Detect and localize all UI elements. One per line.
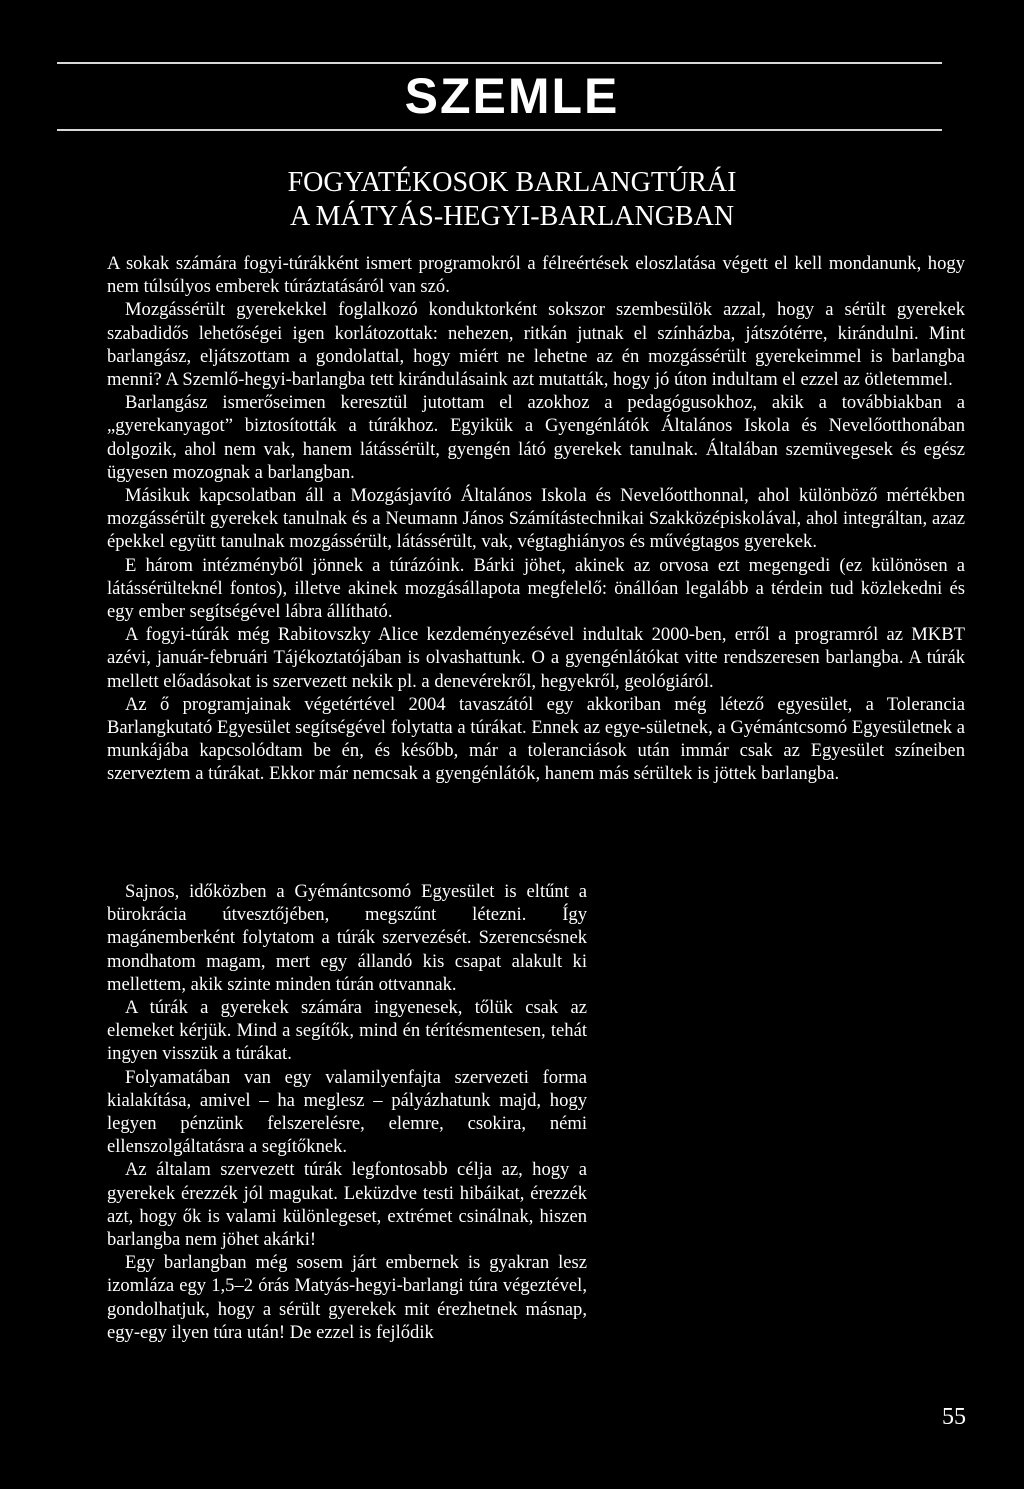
paragraph: Folyamatában van egy valamilyenfajta szervezeti forma kialakítása, amivel – ha meglesz – pályázhatunk majd, hogy legyen pénzünk felszerelésre, elemre, csokira, némi ellenszolgáltatásra a segítőknek. [107, 1066, 587, 1158]
article-title [0, 166, 1024, 234]
article-body-narrow-column [107, 880, 587, 1344]
article-body [107, 252, 965, 786]
paragraph: E három intézményből jönnek a túrázóink. Bárki jöhet, akinek az orvosa ezt megengedi (ez különösen a látássérülteknél fontos), illetve akinek mozgásállapota megfelelő: önállóan legalább a térdein tud közlekedni és egy ember segítségével lábra állítható. [107, 554, 965, 623]
paragraph: Az ő programjainak végetértével 2004 tavaszától egy akkoriban még létező egyesület, a Tolerancia Barlangkutató Egyesület segítségével folytatta a túrákat. Ennek az egye-sületnek, a Gyémántcsomó Egyesületnek a munkájába kapcsolódtam be én, és később, már a toleranciások után immár csak az Egyesület színeiben szerveztem a túrákat. Ekkor már nemcsak a gyengénlátók, hanem más sérültek is jöttek barlangba. [107, 693, 965, 785]
top-rule [57, 62, 942, 64]
paragraph: A túrák a gyerekek számára ingyenesek, tőlük csak az elemeket kérjük. Mind a segítők, mind én térítésmentesen, tehát ingyen visszük a túrákat. [107, 997, 587, 1065]
paragraph: Másikuk kapcsolatban áll a Mozgásjavító Általános Iskola és Nevelőotthonnal, ahol különböző mértékben mozgássérült gyerekek tanulnak és a Neumann János Számítástechnikai Szakközépiskolával, ahol integráltan, azaz épekkel együtt tanulnak mozgássérült, látássérült, vak, végtaghiányos és művégtagos gyerekek. [107, 485, 965, 553]
paragraph: Az általam szervezett túrák legfontosabb célja az, hogy a gyerekek érezzék jól magukat. Leküzdve testi hibáikat, érezzék azt, hogy ők is valami különlegeset, extrémet csinálnak, hiszen barlangba nem jöhet akárki! [107, 1159, 587, 1251]
article-title-line-1: FOGYATÉKOSOK BARLANGTÚRÁI [287, 167, 737, 198]
paragraph: Mozgássérült gyerekekkel foglalkozó konduktorként sokszor szembesülök azzal, hogy a sérült gyerekek szabadidős lehetőségei igen korlátozottak: nehezen, ritkán jutnak el színházba, játszótérre, kirándulni. Mint barlangász, eljátszottam a gondolattal, hogy miért ne lehetne az én mozgássérült gyerekeimmel is barlangba menni? A Szemlő-hegyi-barlangba tett kirándulásaink azt mutatták, hogy jó úton indultam el ezzel az ötletemmel. [107, 299, 965, 391]
article-title-line-2: A MÁTYÁS-HEGYI-BARLANGBAN [289, 201, 735, 232]
paragraph: A fogyi-túrák még Rabitovszky Alice kezdeményezésével indultak 2000-ben, erről a programról az MKBT azévi, január-februári Tájékoztatójában is olvashattunk. O a gyengénlátókat vitte rendszeresen barlangba. A túrák mellett előadásokat is szervezett nekik pl. a denevérekről, hegyekről, geológiáról. [107, 624, 965, 692]
paragraph: Barlangász ismerőseimen keresztül jutottam el azokhoz a pedagógusokhoz, akik a továbbiakban a „gyerekanyagot” biztosították a túrákhoz. Egyikük a Gyengénlátók Általános Iskola és Nevelőotthonában dolgozik, ahol nem vak, hanem látássérült, gyengén látó gyerekek tanulnak. Általában szemüvegesek és egész ügyesen mozognak a barlangban. [107, 392, 965, 483]
paragraph: Sajnos, időközben a Gyémántcsomó Egyesület is eltűnt a bürokrácia útvesztőjében, megszűnt létezni. Így magánemberként folytatom a túrák szervezését. Szerencsésnek mondhatom magam, mert egy állandó kis csapat alakult ki mellettem, akik szinte minden túrán ottvannak. [107, 881, 587, 995]
bottom-rule [57, 129, 942, 131]
paragraph: Egy barlangban még sosem járt embernek is gyakran lesz izomláza egy 1,5–2 órás Matyás-hegyi-barlangi túra végeztével, gondolhatjuk, hogy a sérült gyerekek mit érezhetnek másnap, egy-egy ilyen túra után! De ezzel is fejlődik [107, 1252, 587, 1343]
page-number: 55 [942, 1404, 966, 1430]
section-title: SZEMLE [404, 68, 620, 124]
paragraph: A sokak számára fogyi-túrákként ismert programokról a félreértések eloszlatása végett el kell mondanunk, hogy nem túlsúlyos emberek túráztatásáról van szó. [107, 253, 965, 298]
